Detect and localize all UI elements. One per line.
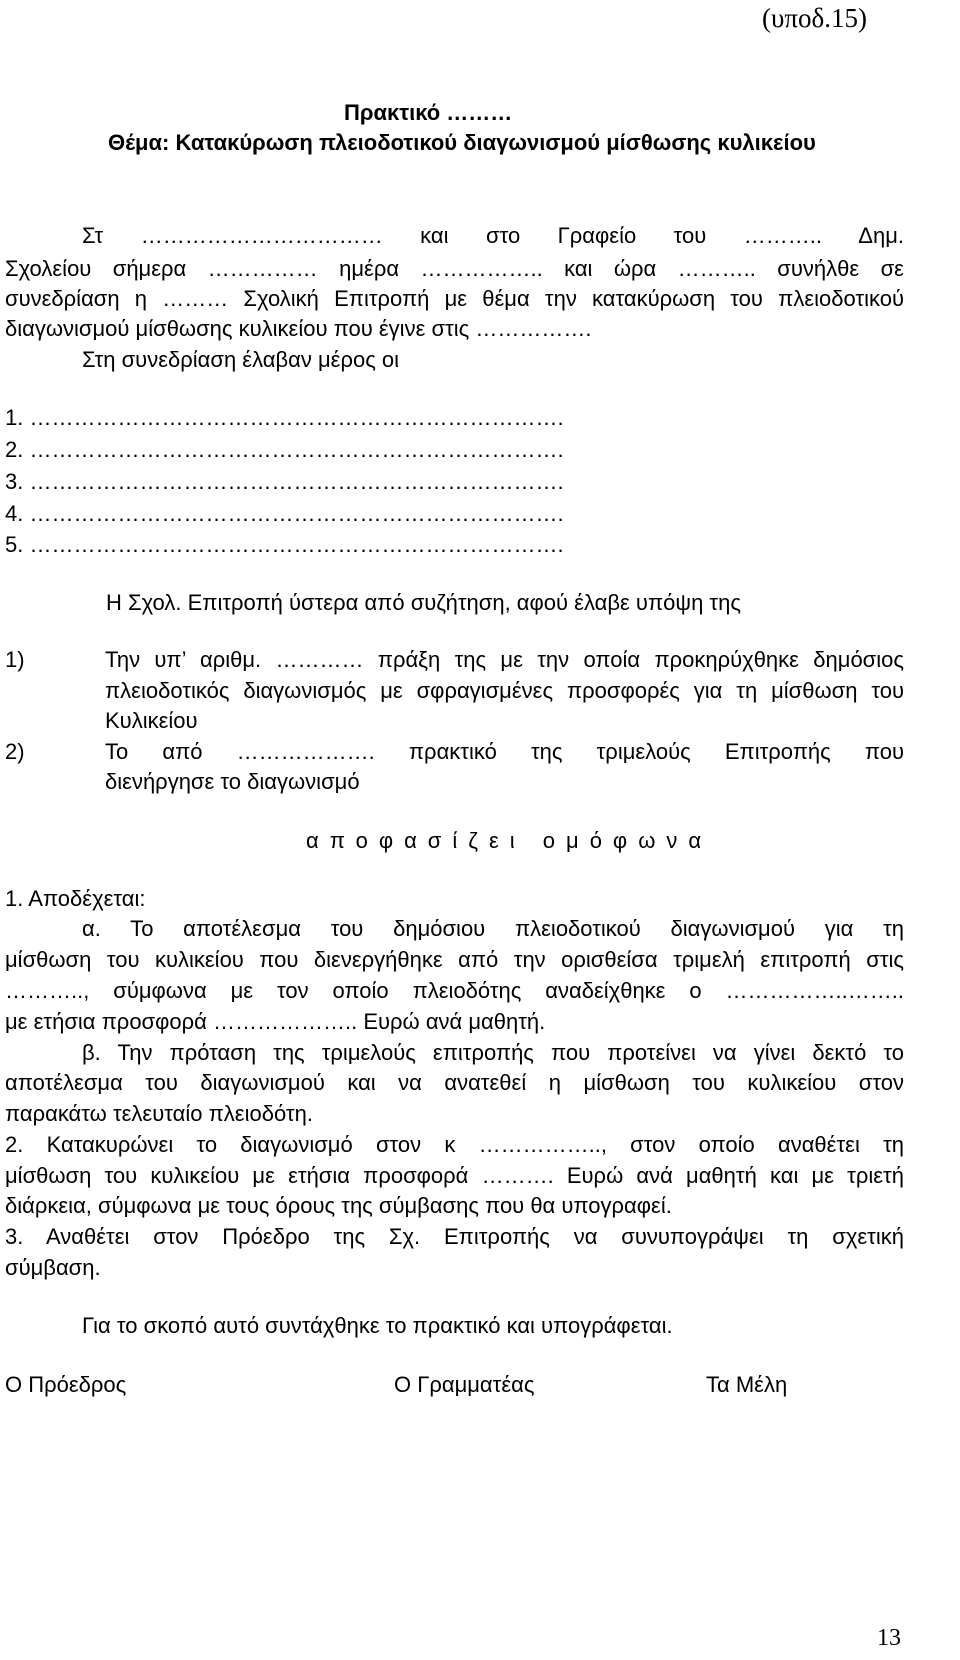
consideration-1-number: 1) <box>5 647 25 672</box>
closing-line: Για το σκοπό αυτό συντάχθηκε το πρακτικό και υπογράφεται. <box>82 1313 673 1338</box>
decision-line-12: 3. Αναθέτει στον Πρόεδρο της Σχ. Επιτροπής να συνυπογράψει τη σχετική <box>5 1224 904 1249</box>
decision-line-4: ……….., σύμφωνα με τον οποίο πλειοδότης αναδείχθηκε ο ……………..…….. <box>5 978 904 1003</box>
decision-line-6: β. Την πρόταση της τριμελούς επιτροπής που προτείνει να γίνει δεκτό το <box>82 1040 904 1065</box>
decision-line-10: μίσθωση του κυλικείου με ετήσια προσφορά ………. Ευρώ ανά μαθητή και με τριετή <box>5 1163 904 1188</box>
document-reference: (υποδ.15) <box>762 3 867 33</box>
consideration-1-line-1: Την υπ’ αριθμ. ………… πράξη της με την οποία προκηρύχθηκε δημόσιος <box>105 647 904 672</box>
intro-line-2: Σχολείου σήμερα …………… ημέρα …………….. και ώρα ……….. συνήλθε σε <box>5 256 904 281</box>
consideration-1-line-3: Κυλικείου <box>105 708 198 733</box>
member-line-1: 1. ………………………………………………………………. <box>5 405 564 430</box>
signature-members: Τα Μέλη <box>706 1372 788 1397</box>
committee-line: Η Σχολ. Επιτροπή ύστερα από συζήτηση, αφού έλαβε υπόψη της <box>106 590 741 615</box>
document-subject: Θέμα: Κατακύρωση πλειοδοτικού διαγωνισμού μίσθωσης κυλικείου <box>108 130 816 155</box>
member-line-2: 2. ………………………………………………………………. <box>5 437 564 462</box>
intro-line-4: διαγωνισμού μίσθωσης κυλικείου που έγινε στις ……………. <box>5 316 592 341</box>
consideration-2-line-2: διενήργησε το διαγωνισμό <box>105 769 360 794</box>
intro-line-1: Στ …………………………… και στο Γραφείο του ……….. Δημ. <box>82 223 904 248</box>
decides-heading: αποφασίζει ομόφωνα <box>306 828 713 853</box>
intro-line-3: συνεδρίαση η ……… Σχολική Επιτροπή με θέμα την κατακύρωση του πλειοδοτικού <box>5 286 904 311</box>
signature-president: Ο Πρόεδρος <box>5 1372 127 1397</box>
consideration-2-number: 2) <box>5 739 25 764</box>
decision-line-13: σύμβαση. <box>5 1255 101 1280</box>
decision-line-11: διάρκεια, σύμφωνα με τους όρους της σύμβασης που θα υπογραφεί. <box>5 1193 672 1218</box>
intro-line-5: Στη συνεδρίαση έλαβαν μέρος οι <box>82 347 400 372</box>
member-line-3: 3. ………………………………………………………………. <box>5 469 564 494</box>
page-number: 13 <box>877 1625 901 1651</box>
decision-line-5: με ετήσια προσφορά ……………….. Ευρώ ανά μαθητή. <box>5 1009 546 1034</box>
consideration-1-line-2: πλειοδοτικός διαγωνισμός με σφραγισμένες προσφορές για τη μίσθωση του <box>105 678 904 703</box>
consideration-2-line-1: Το από ………………. πρακτικό της τριμελούς Επιτροπής που <box>105 739 904 764</box>
decision-line-3: μίσθωση του κυλικείου που διενεργήθηκε από την ορισθείσα τριμελή επιτροπή στις <box>5 947 904 972</box>
decision-line-8: παρακάτω τελευταίο πλειοδότη. <box>5 1101 313 1126</box>
decision-line-9: 2. Κατακυρώνει το διαγωνισμό στον κ …………….., στον οποίο αναθέτει τη <box>5 1132 904 1157</box>
member-line-4: 4. ………………………………………………………………. <box>5 501 564 526</box>
signature-secretary: Ο Γραμματέας <box>394 1372 535 1397</box>
decision-line-7: αποτέλεσμα του διαγωνισμού και να ανατεθεί η μίσθωση του κυλικείου στον <box>5 1070 904 1095</box>
decision-line-2: α. Το αποτέλεσμα του δημόσιου πλειοδοτικού διαγωνισμού για τη <box>82 916 904 941</box>
document-title: Πρακτικό ……… <box>344 100 513 125</box>
decision-line-1: 1. Αποδέχεται: <box>5 886 146 911</box>
member-line-5: 5. ………………………………………………………………. <box>5 532 564 557</box>
